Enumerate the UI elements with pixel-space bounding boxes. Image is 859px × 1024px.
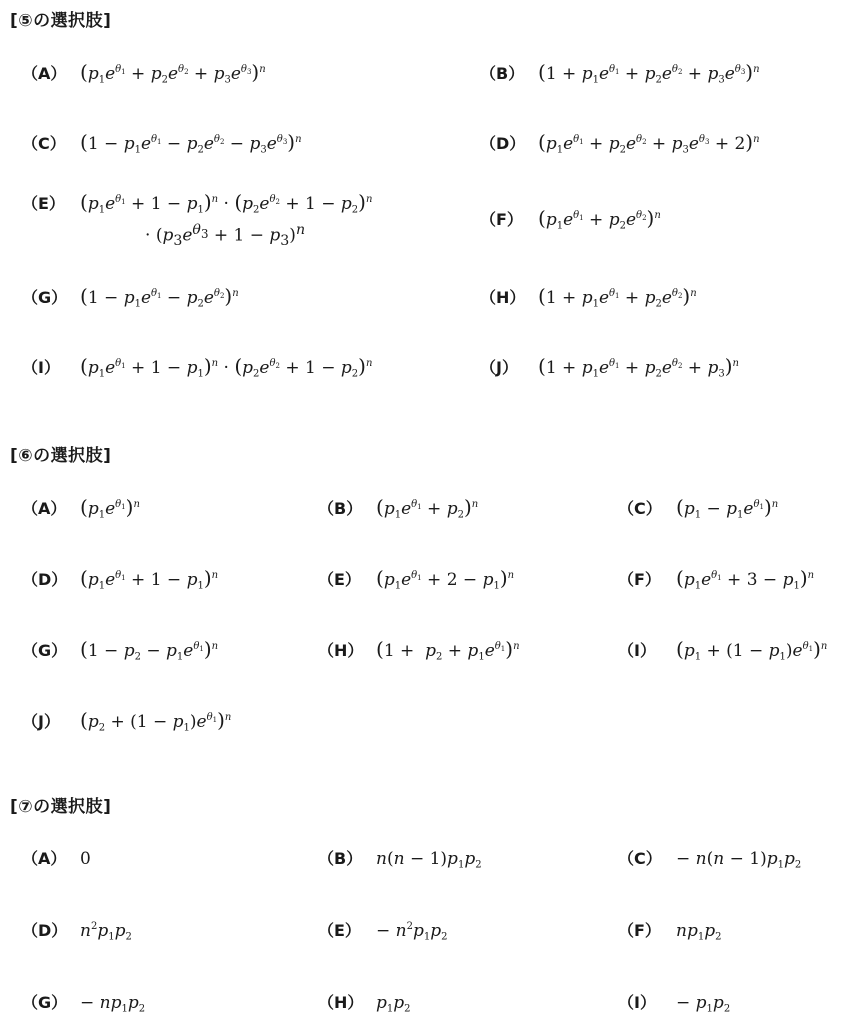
- option-label: （E）: [318, 570, 361, 589]
- formula: $(p_1e^{\theta_1} + p_2e^{\theta_2} + p_3e^{\theta_3} + 2)^n$: [538, 130, 760, 156]
- formula: − $n(n - 1)p_1p_2$: [676, 849, 802, 871]
- option-7H[interactable]: [318, 990, 411, 1013]
- option-6H[interactable]: [318, 637, 520, 661]
- formula: $(1 + p_1e^{\theta_1} + p_2e^{\theta_2})^n$: [538, 284, 697, 310]
- section-5-heading: [⑤の選択肢]: [10, 11, 112, 31]
- option-5E-formula-line-2: · $(p_3e^{\theta_3} + 1 - p_3)^n$: [145, 222, 306, 250]
- option-6G[interactable]: [22, 637, 218, 661]
- formula: $(p_1e^{\theta_1} + 2 - p_1)^n$: [376, 566, 515, 592]
- formula: $n(n - 1)p_1p_2$: [376, 849, 482, 871]
- option-5C[interactable]: [22, 130, 302, 154]
- option-7C[interactable]: [618, 846, 801, 869]
- formula: $(p_1e^{\theta_1} + p_2)^n$: [376, 495, 479, 521]
- option-6C[interactable]: [618, 495, 778, 519]
- option-label: （D）: [480, 134, 526, 153]
- formula: $n^2p_1p_2$: [80, 921, 132, 943]
- option-label: （H）: [318, 641, 364, 660]
- option-label: （F）: [618, 921, 661, 940]
- formula: 0: [80, 849, 91, 869]
- section-6-heading: [⑥の選択肢]: [10, 446, 112, 466]
- option-5J[interactable]: [480, 354, 739, 378]
- option-label: （I）: [618, 641, 656, 660]
- option-label: （J）: [480, 358, 518, 377]
- formula: $(p_1e^{\theta_1} + p_2e^{\theta_2} + p_3e^{\theta_3})^n$: [80, 60, 266, 86]
- formula: $p_1p_2$: [376, 993, 411, 1015]
- option-6A[interactable]: [22, 495, 140, 519]
- formula: $(p_1e^{\theta_1} + 1 - p_1)^n$: [80, 566, 219, 592]
- option-label: （I）: [22, 358, 60, 377]
- formula: $(p_1 + (1 - p_1)e^{\theta_1})^n$: [676, 637, 828, 663]
- formula-line-1: $(p_1e^{\theta_1} + 1 - p_1)^n \cdot (p_2e^{\theta_2} + 1 - p_2)^n$: [80, 190, 373, 216]
- option-label: （E）: [22, 194, 65, 213]
- formula: $(p_1e^{\theta_1})^n$: [80, 495, 140, 521]
- option-label: （A）: [22, 499, 67, 518]
- formula: $(1 + p_2 + p_1e^{\theta_1})^n$: [376, 637, 520, 663]
- formula: − $np_1p_2$: [80, 993, 146, 1015]
- option-7G[interactable]: [22, 990, 145, 1013]
- formula: $(1 - p_1e^{\theta_1} - p_2e^{\theta_2})^n$: [80, 284, 239, 310]
- option-5H[interactable]: [480, 284, 697, 308]
- option-label: （F）: [480, 210, 523, 229]
- option-label: （A）: [22, 849, 67, 868]
- option-label: （D）: [22, 921, 68, 940]
- option-label: （H）: [480, 288, 526, 307]
- option-5A[interactable]: [22, 60, 266, 84]
- option-6I[interactable]: [618, 637, 827, 661]
- option-label: （B）: [318, 499, 363, 518]
- formula: $(1 - p_2 - p_1e^{\theta_1})^n$: [80, 637, 219, 663]
- option-7I[interactable]: [618, 990, 730, 1013]
- formula: $(p_1 - p_1e^{\theta_1})^n$: [676, 495, 779, 521]
- option-5G[interactable]: [22, 284, 239, 308]
- option-6F[interactable]: [618, 566, 814, 590]
- option-label: （A）: [22, 64, 67, 83]
- option-label: （C）: [22, 134, 66, 153]
- formula: $(p_2 + (1 - p_1)e^{\theta_1})^n$: [80, 708, 232, 734]
- formula: − $n^2p_1p_2$: [376, 921, 448, 943]
- option-5E[interactable]: [22, 190, 372, 214]
- option-label: （D）: [22, 570, 68, 589]
- option-6J[interactable]: [22, 708, 231, 732]
- formula: $(1 + p_1e^{\theta_1} + p_2e^{\theta_2} + p_3)^n$: [538, 354, 739, 380]
- option-7A[interactable]: [22, 846, 91, 869]
- option-5B[interactable]: [480, 60, 760, 84]
- formula: $(1 + p_1e^{\theta_1} + p_2e^{\theta_2} + p_3e^{\theta_3})^n$: [538, 60, 760, 86]
- option-6E[interactable]: [318, 566, 514, 590]
- option-label: （B）: [480, 64, 525, 83]
- formula: $(p_1e^{\theta_1} + p_2e^{\theta_2})^n$: [538, 206, 661, 232]
- formula: $(1 - p_1e^{\theta_1} - p_2e^{\theta_2} - p_3e^{\theta_3})^n$: [80, 130, 302, 156]
- option-5I[interactable]: [22, 354, 372, 378]
- option-label: （H）: [318, 993, 364, 1012]
- option-label: （B）: [318, 849, 363, 868]
- option-5D[interactable]: [480, 130, 760, 154]
- option-label: （I）: [618, 993, 656, 1012]
- option-7D[interactable]: [22, 918, 132, 941]
- option-label: （J）: [22, 712, 60, 731]
- option-7F[interactable]: [618, 918, 721, 941]
- formula: $(p_1e^{\theta_1} + 3 - p_1)^n$: [676, 566, 815, 592]
- option-5F[interactable]: [480, 206, 661, 230]
- option-label: （E）: [318, 921, 361, 940]
- option-6B[interactable]: [318, 495, 478, 519]
- option-6D[interactable]: [22, 566, 218, 590]
- option-label: （G）: [22, 993, 68, 1012]
- formula: − $p_1p_2$: [676, 993, 731, 1015]
- option-7E[interactable]: [318, 918, 448, 941]
- formula: $np_1p_2$: [676, 921, 722, 943]
- option-label: （C）: [618, 499, 662, 518]
- section-7-heading: [⑦の選択肢]: [10, 797, 112, 817]
- option-label: （G）: [22, 641, 68, 660]
- option-label: （F）: [618, 570, 661, 589]
- option-label: （C）: [618, 849, 662, 868]
- option-7B[interactable]: [318, 846, 482, 869]
- formula: $(p_1e^{\theta_1} + 1 - p_1)^n \cdot (p_2e^{\theta_2} + 1 - p_2)^n$: [80, 354, 373, 380]
- option-label: （G）: [22, 288, 68, 307]
